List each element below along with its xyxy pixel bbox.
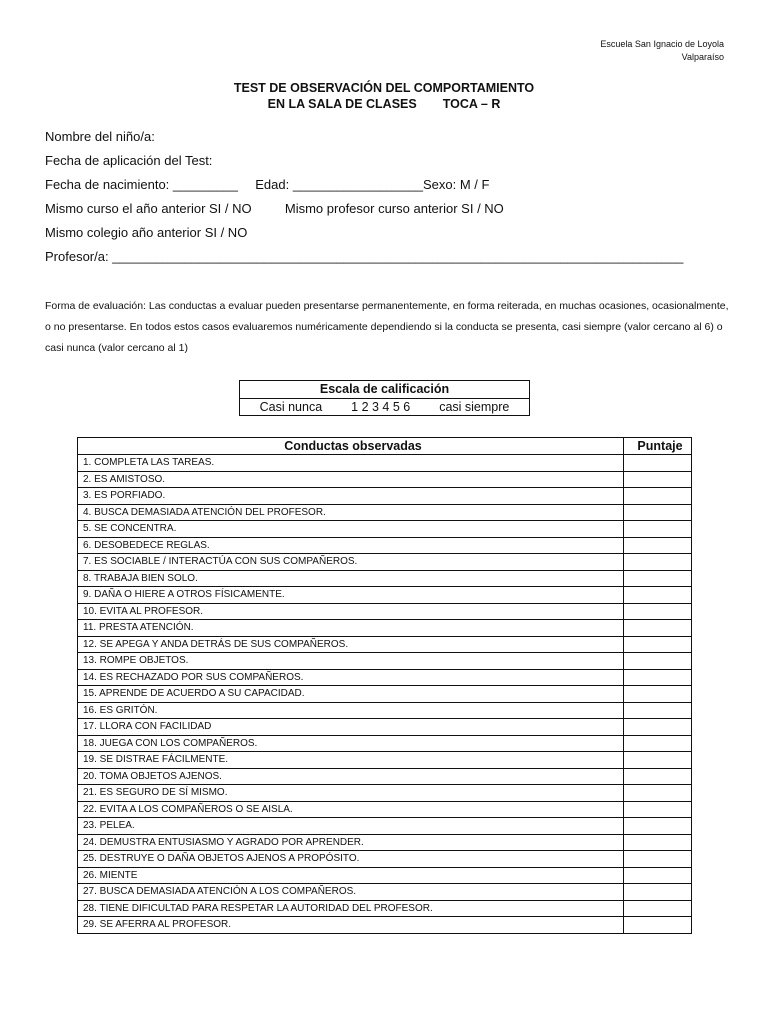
behavior-cell: 14. ES RECHAZADO POR SUS COMPAÑEROS.: [78, 669, 624, 686]
behavior-cell: 28. TIENE DIFICULTAD PARA RESPETAR LA AUTORIDAD DEL PROFESOR.: [78, 900, 624, 917]
scale-low-label: Casi nunca: [259, 400, 323, 414]
behavior-cell: 12. SE APEGA Y ANDA DETRÁS DE SUS COMPAÑEROS.: [78, 636, 624, 653]
table-row: [78, 521, 692, 538]
table-row: [78, 686, 692, 703]
score-cell[interactable]: [624, 834, 692, 851]
score-cell[interactable]: [624, 785, 692, 802]
score-cell[interactable]: [624, 851, 692, 868]
table-row: [78, 719, 692, 736]
score-cell[interactable]: [624, 818, 692, 835]
table-row: [78, 669, 692, 686]
rating-scale-title: Escala de calificación: [240, 381, 529, 399]
score-cell[interactable]: [624, 768, 692, 785]
behavior-cell: 22. EVITA A LOS COMPAÑEROS O SE AISLA.: [78, 801, 624, 818]
scale-high-label: casi siempre: [439, 400, 510, 414]
score-cell[interactable]: [624, 752, 692, 769]
table-row: [78, 900, 692, 917]
score-cell[interactable]: [624, 900, 692, 917]
score-cell[interactable]: [624, 570, 692, 587]
behavior-cell: 21. ES SEGURO DE SÍ MISMO.: [78, 785, 624, 802]
behavior-cell: 27. BUSCA DEMASIADA ATENCIÓN A LOS COMPAÑEROS.: [78, 884, 624, 901]
table-row: [78, 620, 692, 637]
table-row: [78, 884, 692, 901]
score-cell[interactable]: [624, 702, 692, 719]
birth-date-field[interactable]: Fecha de nacimiento: _________: [45, 177, 238, 192]
score-cell[interactable]: [624, 620, 692, 637]
table-row: [78, 917, 692, 934]
score-cell[interactable]: [624, 636, 692, 653]
behavior-cell: 23. PELEA.: [78, 818, 624, 835]
title-line-2: [0, 96, 768, 112]
score-cell[interactable]: [624, 587, 692, 604]
table-row: [78, 455, 692, 472]
same-course-field[interactable]: Mismo curso el año anterior SI / NO: [45, 201, 252, 216]
score-cell[interactable]: [624, 471, 692, 488]
score-cell[interactable]: [624, 653, 692, 670]
table-row: [78, 867, 692, 884]
title-line-2-text: EN LA SALA DE CLASES: [267, 97, 417, 111]
behavior-cell: 7. ES SOCIABLE / INTERACTÚA CON SUS COMPAÑEROS.: [78, 554, 624, 571]
behavior-cell: 3. ES PORFIADO.: [78, 488, 624, 505]
behavior-cell: 26. MIENTE: [78, 867, 624, 884]
table-row: [78, 818, 692, 835]
score-cell[interactable]: [624, 488, 692, 505]
document-title: [0, 80, 768, 112]
behavior-cell: 10. EVITA AL PROFESOR.: [78, 603, 624, 620]
birth-age-sex-row: [45, 176, 735, 200]
sex-field[interactable]: Sexo: M / F: [422, 177, 490, 192]
behavior-cell: 29. SE AFERRA AL PROFESOR.: [78, 917, 624, 934]
behavior-cell: 2. ES AMISTOSO.: [78, 471, 624, 488]
table-row: [78, 834, 692, 851]
behavior-cell: 20. TOMA OBJETOS AJENOS.: [78, 768, 624, 785]
table-row: [78, 752, 692, 769]
score-cell[interactable]: [624, 669, 692, 686]
score-cell[interactable]: [624, 603, 692, 620]
table-row: [78, 801, 692, 818]
school-header: [600, 38, 724, 64]
score-cell[interactable]: [624, 884, 692, 901]
table-row: [78, 537, 692, 554]
score-column-header: Puntaje: [624, 438, 692, 455]
score-cell[interactable]: [624, 867, 692, 884]
score-cell[interactable]: [624, 554, 692, 571]
behavior-cell: 8. TRABAJA BIEN SOLO.: [78, 570, 624, 587]
behavior-cell: 5. SE CONCENTRA.: [78, 521, 624, 538]
same-teacher-field[interactable]: Mismo profesor curso anterior SI / NO: [284, 201, 504, 216]
rating-scale-box: [239, 380, 530, 416]
score-cell[interactable]: [624, 801, 692, 818]
behavior-cell: 15. APRENDE DE ACUERDO A SU CAPACIDAD.: [78, 686, 624, 703]
table-header-row: [78, 438, 692, 455]
school-city: Valparaíso: [681, 52, 724, 62]
table-row: [78, 570, 692, 587]
table-row: [78, 702, 692, 719]
behaviors-table: [77, 437, 692, 934]
test-code: TOCA – R: [442, 97, 501, 111]
table-row: [78, 735, 692, 752]
table-row: [78, 785, 692, 802]
behavior-cell: 9. DAÑA O HIERE A OTROS FÍSICAMENTE.: [78, 587, 624, 604]
table-row: [78, 554, 692, 571]
scale-numbers: 1 2 3 4 5 6: [351, 400, 411, 414]
behavior-cell: 18. JUEGA CON LOS COMPAÑEROS.: [78, 735, 624, 752]
behavior-cell: 6. DESOBEDECE REGLAS.: [78, 537, 624, 554]
score-cell[interactable]: [624, 917, 692, 934]
score-cell[interactable]: [624, 521, 692, 538]
age-field[interactable]: Edad: __________________: [255, 177, 423, 192]
same-school-field[interactable]: Mismo colegio año anterior SI / NO: [45, 225, 248, 240]
student-info-fields: [45, 128, 735, 272]
score-cell[interactable]: [624, 537, 692, 554]
rating-scale-values: [240, 399, 529, 415]
score-cell[interactable]: [624, 735, 692, 752]
behavior-cell: 19. SE DISTRAE FÁCILMENTE.: [78, 752, 624, 769]
behavior-cell: 11. PRESTA ATENCIÓN.: [78, 620, 624, 637]
behavior-cell: 1. COMPLETA LAS TAREAS.: [78, 455, 624, 472]
table-row: [78, 603, 692, 620]
behavior-cell: 25. DESTRUYE O DAÑA OBJETOS AJENOS A PROPÓSITO.: [78, 851, 624, 868]
behavior-cell: 16. ES GRITÓN.: [78, 702, 624, 719]
score-cell[interactable]: [624, 504, 692, 521]
behavior-column-header: Conductas observadas: [78, 438, 624, 455]
table-row: [78, 851, 692, 868]
table-row: [78, 488, 692, 505]
school-name: Escuela San Ignacio de Loyola: [600, 39, 724, 49]
title-line-1: TEST DE OBSERVACIÓN DEL COMPORTAMIENTO: [233, 81, 535, 95]
evaluation-instructions: Forma de evaluación: Las conductas a evaluar pueden presentarse permanentemente, en forma reiterada, en muchas ocasiones, ocasionalmente, o no presentarse. En todos estos casos evaluaremos numéricamente dependiendo si la conducta se presenta, casi siempre (valor cercano al 6) o casi nunca (valor cercano al 1): [45, 300, 729, 354]
behavior-cell: 17. LLORA CON FACILIDAD: [78, 719, 624, 736]
teacher-field[interactable]: Profesor/a: _______________________________________________________________________________: [45, 249, 684, 264]
table-row: [78, 587, 692, 604]
table-row: [78, 653, 692, 670]
score-cell[interactable]: [624, 686, 692, 703]
child-name-field[interactable]: Nombre del niño/a:: [45, 129, 155, 144]
behavior-cell: 13. ROMPE OBJETOS.: [78, 653, 624, 670]
table-row: [78, 471, 692, 488]
table-row: [78, 504, 692, 521]
score-cell[interactable]: [624, 455, 692, 472]
table-row: [78, 768, 692, 785]
score-cell[interactable]: [624, 719, 692, 736]
behavior-cell: 24. DEMUSTRA ENTUSIASMO Y AGRADO POR APRENDER.: [78, 834, 624, 851]
behavior-cell: 4. BUSCA DEMASIADA ATENCIÓN DEL PROFESOR.: [78, 504, 624, 521]
table-row: [78, 636, 692, 653]
same-course-row: [45, 200, 735, 224]
test-date-field[interactable]: Fecha de aplicación del Test:: [45, 153, 213, 168]
